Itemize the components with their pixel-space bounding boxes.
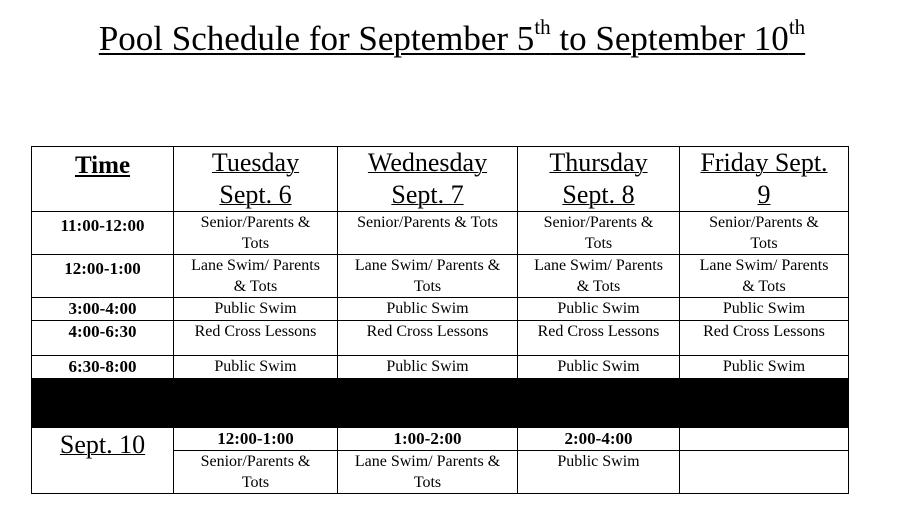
activity-line1: Red Cross Lessons <box>537 323 660 340</box>
activity-line1: Lane Swim/ Parents & <box>354 453 501 470</box>
black-separator <box>32 379 849 428</box>
activity-cell <box>174 356 338 379</box>
activity-line1: Public Swim <box>722 300 806 317</box>
activity-line1: Red Cross Lessons <box>366 323 489 340</box>
activity-cell <box>518 212 680 255</box>
activity-cell <box>338 321 518 356</box>
activity-cell <box>518 255 680 298</box>
schedule-table <box>31 146 849 494</box>
activity-line2 <box>338 233 517 234</box>
activity-cell <box>174 298 338 321</box>
header-day-line1: Friday Sept. <box>700 148 828 177</box>
activity-line1: Public Swim <box>557 358 640 375</box>
activity-line1: Senior/Parents & <box>200 214 311 231</box>
activity-cell <box>518 321 680 356</box>
table-row <box>32 321 849 356</box>
sept10-time: 1:00-2:00 <box>393 429 462 448</box>
sept10-time <box>680 428 848 429</box>
activity-line2: Tots <box>413 474 442 491</box>
sept10-label-cell <box>32 428 174 494</box>
activity-line2: Tots <box>241 474 270 491</box>
activity-cell <box>680 451 849 494</box>
activity-cell <box>338 356 518 379</box>
activity-line1: Senior/Parents & <box>200 453 311 470</box>
activity-cell <box>174 212 338 255</box>
activity-cell <box>338 298 518 321</box>
time-label: 12:00-1:00 <box>64 259 141 278</box>
title-sup-1: th <box>534 15 551 39</box>
activity-line1: Public Swim <box>386 300 469 317</box>
sept10-time-cell <box>518 428 680 451</box>
table-row <box>32 356 849 379</box>
header-day-line2: Sept. 6 <box>219 180 292 209</box>
activity-line1: Senior/Parents & <box>709 214 819 231</box>
activity-line1: Lane Swim/ Parents <box>191 257 320 274</box>
table-row <box>32 298 849 321</box>
sept10-label: Sept. 10 <box>59 430 146 459</box>
activity-cell <box>518 298 680 321</box>
activity-cell <box>338 255 518 298</box>
activity-line1: Lane Swim/ Parents & <box>354 257 501 274</box>
activity-cell <box>338 212 518 255</box>
activity-line1: Senior/Parents & <box>543 214 654 231</box>
activity-line1: Public Swim <box>386 358 469 375</box>
sept10-time-row <box>32 428 849 451</box>
header-day-line1: Wednesday <box>367 148 488 177</box>
time-cell <box>32 356 174 379</box>
header-day-cell <box>518 147 680 212</box>
time-cell <box>32 321 174 356</box>
title-middle: to September 10 <box>550 19 789 58</box>
title-text <box>98 15 806 58</box>
activity-line1: Red Cross Lessons <box>194 323 317 340</box>
header-day-line2: Sept. 8 <box>562 180 635 209</box>
header-day-line2: Sept. 7 <box>391 180 464 209</box>
sept10-time: 2:00-4:00 <box>564 429 633 448</box>
header-day-line2: 9 <box>757 180 771 209</box>
activity-line2: Tots <box>750 235 778 252</box>
header-day-cell <box>174 147 338 212</box>
header-time: Time <box>74 152 131 179</box>
table-row <box>32 255 849 298</box>
activity-cell <box>680 321 849 356</box>
activity-cell <box>338 451 518 494</box>
activity-line1: Public Swim <box>557 300 640 317</box>
table-row <box>32 212 849 255</box>
activity-line2: Tots <box>413 278 442 295</box>
time-label: 4:00-6:30 <box>68 322 137 341</box>
activity-line2: & Tots <box>233 278 278 295</box>
time-cell <box>32 298 174 321</box>
activity-line2 <box>680 452 848 453</box>
sept10-time-cell <box>338 428 518 451</box>
time-label: 6:30-8:00 <box>68 357 137 376</box>
sept10-time-cell <box>174 428 338 451</box>
activity-cell <box>680 298 849 321</box>
header-day-cell <box>680 147 849 212</box>
activity-line2 <box>518 472 679 473</box>
header-day-line1: Tuesday <box>211 148 300 177</box>
time-cell <box>32 212 174 255</box>
activity-cell <box>680 255 849 298</box>
sept10-time: 12:00-1:00 <box>217 429 294 448</box>
sept10-time-cell <box>680 428 849 451</box>
activity-line1: Senior/Parents & Tots <box>357 214 498 231</box>
header-day-cell <box>338 147 518 212</box>
activity-line1: Public Swim <box>214 358 297 375</box>
time-label: 3:00-4:00 <box>68 299 137 318</box>
header-time-cell <box>32 147 174 212</box>
activity-cell <box>518 356 680 379</box>
activity-line1: Public Swim <box>214 300 297 317</box>
activity-line2: & Tots <box>742 278 786 295</box>
activity-line2: Tots <box>241 235 270 252</box>
activity-cell <box>174 255 338 298</box>
time-label: 11:00-12:00 <box>60 216 145 235</box>
activity-line1: Lane Swim/ Parents <box>534 257 663 274</box>
title-prefix: Pool Schedule for September 5 <box>98 19 535 58</box>
activity-line1: Red Cross Lessons <box>703 323 825 340</box>
activity-cell <box>174 321 338 356</box>
activity-line1: Lane Swim/ Parents <box>699 257 829 274</box>
activity-line2: & Tots <box>576 278 621 295</box>
black-separator-row <box>32 379 849 428</box>
time-cell <box>32 255 174 298</box>
title-sup-2: th <box>788 15 806 39</box>
activity-line1: Public Swim <box>722 358 806 375</box>
page-title <box>0 14 904 64</box>
header-row <box>32 147 849 212</box>
activity-cell <box>518 451 680 494</box>
activity-line2: Tots <box>584 235 613 252</box>
header-day-line1: Thursday <box>549 148 648 177</box>
activity-cell <box>174 451 338 494</box>
activity-cell <box>680 212 849 255</box>
activity-line1: Public Swim <box>557 453 640 470</box>
activity-cell <box>680 356 849 379</box>
